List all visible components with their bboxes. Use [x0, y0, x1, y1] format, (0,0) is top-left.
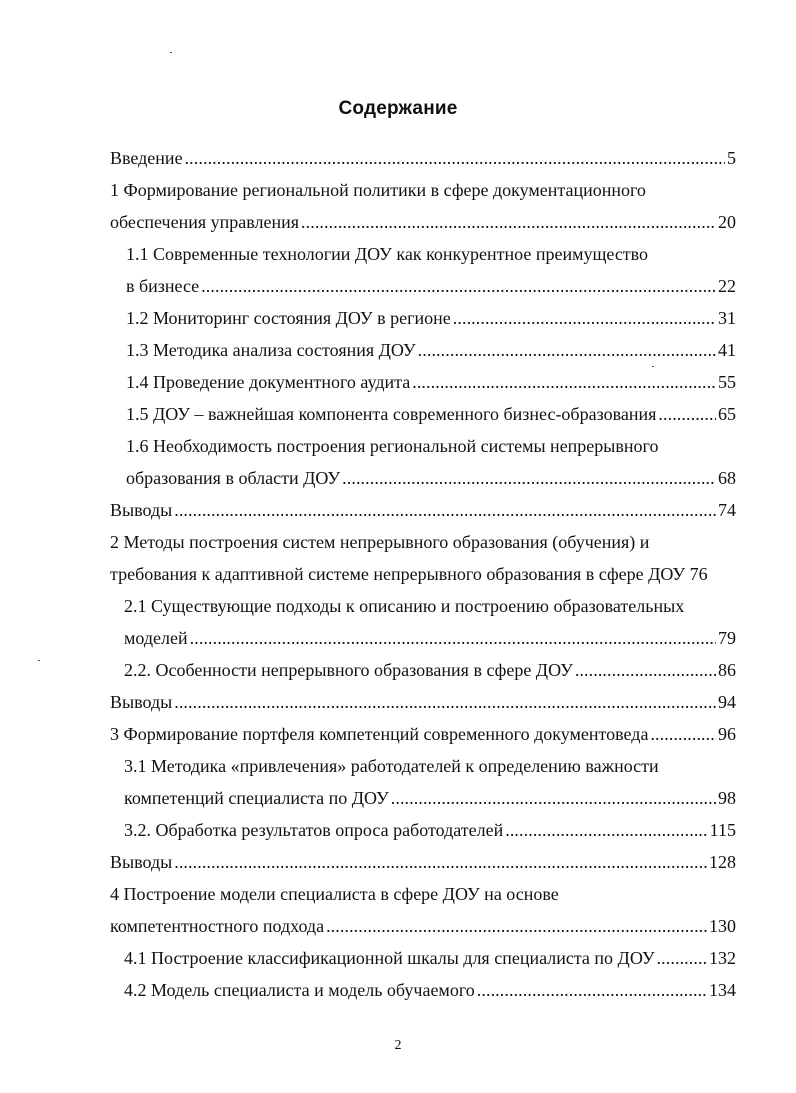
toc-entry-chapter-2-line1[interactable]: 2 Методы построения систем непрерывного образования (обучения) и [110, 532, 650, 552]
toc-entry-page: 20 [718, 212, 736, 232]
dot-leader [326, 914, 707, 938]
toc-entry-text: Выводы [110, 692, 173, 712]
dot-leader [174, 498, 716, 522]
toc-entry-page: 68 [718, 468, 736, 488]
toc-entry-page: 74 [718, 500, 736, 520]
toc-entry-text: Выводы [110, 500, 173, 520]
dot-leader [185, 146, 725, 170]
scan-speck [170, 52, 172, 53]
page-number: 2 [394, 1038, 402, 1053]
toc-entry-page: 79 [718, 628, 736, 648]
toc-entry-4-2[interactable] [124, 978, 736, 1002]
dot-leader [418, 338, 716, 362]
toc-entry-text: образования в области ДОУ [126, 468, 341, 488]
toc-entry-text: в бизнесе [126, 276, 200, 296]
toc-entry-page: 22 [718, 276, 736, 296]
scan-speck [652, 366, 654, 367]
dot-leader [391, 786, 716, 810]
toc-entry-conclusions-1[interactable] [110, 498, 736, 522]
dot-leader [477, 978, 707, 1002]
toc-entry-page: 86 [718, 660, 736, 680]
dot-leader [657, 946, 707, 970]
toc-entry-page: 94 [718, 692, 736, 712]
dot-leader [575, 658, 716, 682]
toc-entry-conclusions-3[interactable] [110, 850, 736, 874]
toc-entry-2-1[interactable] [124, 626, 736, 650]
toc-entry-page: 134 [709, 980, 736, 1000]
toc-entry-page: 115 [709, 820, 736, 840]
toc-entry-1-6[interactable] [126, 466, 736, 490]
toc-entry-1-1-line1[interactable]: 1.1 Современные технологии ДОУ как конкурентное преимущество [126, 244, 649, 264]
toc-entry-3-2[interactable] [124, 818, 736, 842]
toc-entry-text: Выводы [110, 852, 173, 872]
toc-entry-2-1-line1[interactable]: 2.1 Существующие подходы к описанию и построению образовательных [124, 596, 685, 616]
dot-leader [412, 370, 716, 394]
toc-entry-text: 4.2 Модель специалиста и модель обучаемого [124, 980, 475, 1000]
toc-entry-text: 1.3 Методика анализа состояния ДОУ [126, 340, 416, 360]
dot-leader [201, 274, 716, 298]
toc-entry-text: Введение [110, 148, 183, 168]
toc-entry-text: 2.2. Особенности непрерывного образования в сфере ДОУ [124, 660, 573, 680]
dot-leader [301, 210, 716, 234]
toc-entry-text: 1.2 Мониторинг состояния ДОУ в регионе [126, 308, 451, 328]
toc-entry-1-3[interactable] [126, 338, 736, 362]
toc-entry-page: 98 [718, 788, 736, 808]
toc-entry-chapter-4[interactable] [110, 914, 736, 938]
dot-leader [174, 850, 707, 874]
toc-entry-3-1[interactable] [124, 786, 736, 810]
dot-leader [342, 466, 716, 490]
toc-entry-conclusions-2[interactable] [110, 690, 736, 714]
toc-entry-page: 96 [718, 724, 736, 744]
toc-entry-4-1[interactable] [124, 946, 736, 970]
dot-leader [453, 306, 716, 330]
toc-entry-chapter-4-line1[interactable]: 4 Построение модели специалиста в сфере ДОУ на основе [110, 884, 559, 904]
toc-entry-chapter-1[interactable] [110, 210, 736, 234]
toc-entry-text: 4.1 Построение классификационной шкалы для специалиста по ДОУ [124, 948, 655, 968]
toc-entry-text: 1.4 Проведение документного аудита [126, 372, 411, 392]
toc-entry-text: 3 Формирование портфеля компетенций современного документоведа [110, 724, 649, 744]
toc-entry-2-2[interactable] [124, 658, 736, 682]
toc-entry-1-4[interactable] [126, 370, 736, 394]
toc-entry-text: компетентностного подхода [110, 916, 325, 936]
toc-entry-3-1-line1[interactable]: 3.1 Методика «привлечения» работодателей к определению важности [124, 756, 659, 776]
toc-entry-text: 1.5 ДОУ – важнейшая компонента современного бизнес-образования [126, 404, 657, 424]
toc-entry-page: 130 [709, 916, 736, 936]
dot-leader [505, 818, 707, 842]
toc-entry-page: 128 [709, 852, 736, 872]
toc-entry-introduction[interactable] [110, 146, 736, 170]
toc-entry-1-2[interactable] [126, 306, 736, 330]
dot-leader [190, 626, 716, 650]
toc-entry-chapter-2-line2[interactable]: требования к адаптивной системе непрерывного образования в сфере ДОУ 76 [110, 564, 708, 584]
toc-entry-text: обеспечения управления [110, 212, 300, 232]
dot-leader [658, 402, 716, 426]
toc-entry-chapter-3[interactable] [110, 722, 736, 746]
toc-entry-chapter-1-line1[interactable]: 1 Формирование региональной политики в сфере документационного [110, 180, 646, 200]
toc-entry-page: 5 [727, 148, 736, 168]
toc-entry-1-1[interactable] [126, 274, 736, 298]
toc-entry-page: 132 [709, 948, 736, 968]
toc-entry-page: 41 [718, 340, 736, 360]
toc-entry-text: 3.2. Обработка результатов опроса работодателей [124, 820, 504, 840]
scan-speck [38, 660, 40, 661]
dot-leader [174, 690, 716, 714]
toc-entry-page: 65 [718, 404, 736, 424]
page-title: Содержание [338, 98, 458, 119]
toc-entry-page: 55 [718, 372, 736, 392]
toc-entry-1-5[interactable] [126, 402, 736, 426]
toc-entry-page: 31 [718, 308, 736, 328]
toc-entry-1-6-line1[interactable]: 1.6 Необходимость построения региональной системы непрерывного [126, 436, 659, 456]
toc-entry-text: моделей [124, 628, 188, 648]
toc-entry-text: компетенций специалиста по ДОУ [124, 788, 389, 808]
dot-leader [650, 722, 716, 746]
